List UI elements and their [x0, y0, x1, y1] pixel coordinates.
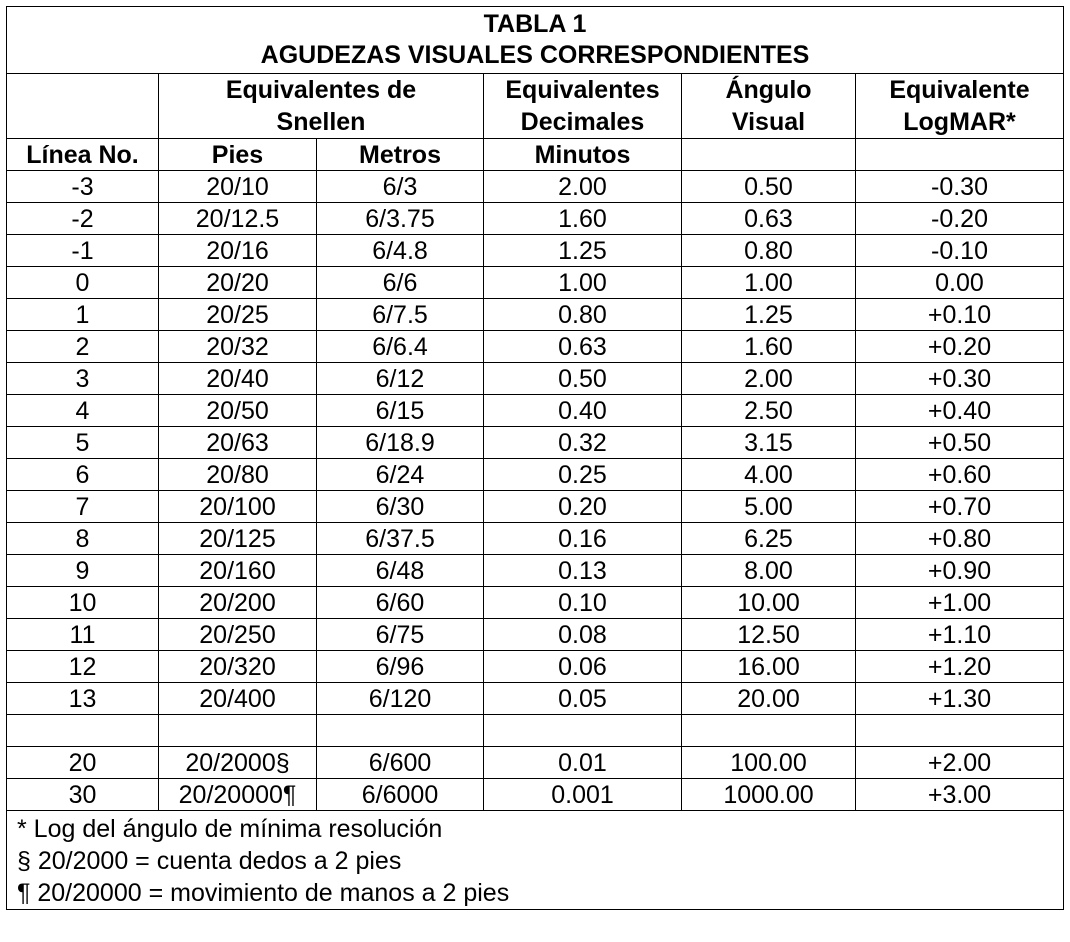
- cell-meters: 6/600: [317, 747, 484, 779]
- cell-angle: 1.25: [682, 299, 856, 331]
- cell-angle: 16.00: [682, 651, 856, 683]
- cell-line-no: [7, 715, 159, 747]
- cell-line-no: 0: [7, 267, 159, 299]
- table-row: [7, 651, 1064, 683]
- header-logmar-line2: LogMAR*: [903, 108, 1016, 136]
- cell-angle: 1000.00: [682, 779, 856, 811]
- cell-meters: 6/37.5: [317, 523, 484, 555]
- cell-angle: 0.50: [682, 171, 856, 203]
- cell-meters: [317, 715, 484, 747]
- cell-angle: 0.80: [682, 235, 856, 267]
- table-row: [7, 363, 1064, 395]
- header-row-1: [7, 74, 1064, 139]
- cell-meters: 6/48: [317, 555, 484, 587]
- cell-decimal: 0.32: [484, 427, 682, 459]
- cell-feet: 20/20: [159, 267, 317, 299]
- table-row: [7, 779, 1064, 811]
- cell-decimal: 0.25: [484, 459, 682, 491]
- cell-decimal: 0.63: [484, 331, 682, 363]
- cell-decimal: 0.10: [484, 587, 682, 619]
- cell-line-no: -2: [7, 203, 159, 235]
- cell-feet: 20/32: [159, 331, 317, 363]
- table-row: [7, 683, 1064, 715]
- header-decimal-line1: Equivalentes: [505, 76, 660, 104]
- cell-decimal: 0.08: [484, 619, 682, 651]
- table-row: [7, 715, 1064, 747]
- cell-logmar: +1.30: [856, 683, 1064, 715]
- table-row: [7, 171, 1064, 203]
- cell-line-no: 7: [7, 491, 159, 523]
- cell-meters: 6/12: [317, 363, 484, 395]
- header-snellen-line1: Equivalentes de: [225, 76, 417, 104]
- cell-logmar: +0.90: [856, 555, 1064, 587]
- cell-feet: 20/20000¶: [159, 779, 317, 811]
- cell-line-no: -1: [7, 235, 159, 267]
- table-row: [7, 299, 1064, 331]
- cell-angle: 0.63: [682, 203, 856, 235]
- header-feet: Pies: [159, 139, 317, 171]
- cell-logmar: +0.30: [856, 363, 1064, 395]
- cell-meters: 6/96: [317, 651, 484, 683]
- header-snellen-line2: Snellen: [276, 108, 366, 136]
- table-title-line1: TABLA 1: [483, 10, 587, 38]
- cell-feet: 20/12.5: [159, 203, 317, 235]
- header-decimal-line2: Decimales: [520, 108, 645, 136]
- cell-meters: 6/3.75: [317, 203, 484, 235]
- cell-decimal: 0.13: [484, 555, 682, 587]
- header-angle: [682, 74, 856, 139]
- cell-logmar: +0.60: [856, 459, 1064, 491]
- cell-decimal: 0.40: [484, 395, 682, 427]
- table-title-line2: AGUDEZAS VISUALES CORRESPONDIENTES: [260, 41, 810, 69]
- cell-decimal: 1.00: [484, 267, 682, 299]
- cell-angle: 3.15: [682, 427, 856, 459]
- table-row: [7, 459, 1064, 491]
- cell-decimal: 0.001: [484, 779, 682, 811]
- table-row: [7, 427, 1064, 459]
- cell-decimal: [484, 715, 682, 747]
- cell-logmar: +0.10: [856, 299, 1064, 331]
- cell-line-no: 9: [7, 555, 159, 587]
- cell-angle: 2.00: [682, 363, 856, 395]
- cell-meters: 6/60: [317, 587, 484, 619]
- cell-feet: 20/80: [159, 459, 317, 491]
- cell-logmar: +0.80: [856, 523, 1064, 555]
- cell-logmar: +0.50: [856, 427, 1064, 459]
- cell-feet: 20/160: [159, 555, 317, 587]
- cell-angle: 1.00: [682, 267, 856, 299]
- header-minutes: Minutos: [484, 139, 682, 171]
- footnote-hand-motion: ¶ 20/20000 = movimiento de manos a 2 pies: [17, 879, 510, 907]
- table-row: [7, 235, 1064, 267]
- cell-meters: 6/4.8: [317, 235, 484, 267]
- cell-meters: 6/24: [317, 459, 484, 491]
- cell-logmar: +1.00: [856, 587, 1064, 619]
- footnote-logmar: * Log del ángulo de mínima resolución: [17, 815, 443, 843]
- table-row: [7, 491, 1064, 523]
- cell-meters: 6/7.5: [317, 299, 484, 331]
- table-row: [7, 203, 1064, 235]
- cell-angle: 2.50: [682, 395, 856, 427]
- cell-line-no: 13: [7, 683, 159, 715]
- cell-feet: 20/50: [159, 395, 317, 427]
- cell-decimal: 0.20: [484, 491, 682, 523]
- header-snellen: [159, 74, 484, 139]
- cell-meters: 6/75: [317, 619, 484, 651]
- cell-angle: 6.25: [682, 523, 856, 555]
- cell-logmar: +2.00: [856, 747, 1064, 779]
- cell-feet: 20/200: [159, 587, 317, 619]
- cell-line-no: 5: [7, 427, 159, 459]
- cell-line-no: 4: [7, 395, 159, 427]
- table-title: [7, 7, 1064, 74]
- header-line-no: Línea No.: [7, 139, 159, 171]
- header-angle-empty: [682, 139, 856, 171]
- cell-angle: 1.60: [682, 331, 856, 363]
- cell-logmar: +0.70: [856, 491, 1064, 523]
- cell-meters: 6/6.4: [317, 331, 484, 363]
- visual-acuity-table: [6, 6, 1064, 910]
- cell-logmar: 0.00: [856, 267, 1064, 299]
- cell-line-no: 2: [7, 331, 159, 363]
- cell-angle: 12.50: [682, 619, 856, 651]
- header-empty-cell: [7, 74, 159, 139]
- cell-decimal: 0.16: [484, 523, 682, 555]
- cell-line-no: 20: [7, 747, 159, 779]
- cell-decimal: 2.00: [484, 171, 682, 203]
- cell-feet: 20/2000§: [159, 747, 317, 779]
- cell-logmar: +3.00: [856, 779, 1064, 811]
- cell-line-no: 1: [7, 299, 159, 331]
- cell-meters: 6/30: [317, 491, 484, 523]
- table-row: [7, 395, 1064, 427]
- cell-feet: 20/100: [159, 491, 317, 523]
- cell-logmar: +0.40: [856, 395, 1064, 427]
- table-row: [7, 267, 1064, 299]
- cell-line-no: 10: [7, 587, 159, 619]
- cell-meters: 6/120: [317, 683, 484, 715]
- table-row: [7, 555, 1064, 587]
- cell-meters: 6/6000: [317, 779, 484, 811]
- cell-line-no: 6: [7, 459, 159, 491]
- cell-logmar: -0.10: [856, 235, 1064, 267]
- header-row-2: [7, 139, 1064, 171]
- cell-feet: 20/400: [159, 683, 317, 715]
- header-angle-line1: Ángulo: [725, 76, 812, 104]
- cell-line-no: 3: [7, 363, 159, 395]
- header-logmar-line1: Equivalente: [889, 76, 1030, 104]
- table-row: [7, 331, 1064, 363]
- cell-decimal: 0.06: [484, 651, 682, 683]
- cell-feet: 20/40: [159, 363, 317, 395]
- header-meters: Metros: [317, 139, 484, 171]
- cell-angle: 10.00: [682, 587, 856, 619]
- cell-line-no: 8: [7, 523, 159, 555]
- cell-meters: 6/6: [317, 267, 484, 299]
- table-row: [7, 747, 1064, 779]
- cell-meters: 6/3: [317, 171, 484, 203]
- cell-meters: 6/18.9: [317, 427, 484, 459]
- cell-decimal: 1.60: [484, 203, 682, 235]
- cell-logmar: -0.30: [856, 171, 1064, 203]
- cell-decimal: 0.80: [484, 299, 682, 331]
- cell-angle: 4.00: [682, 459, 856, 491]
- cell-line-no: 30: [7, 779, 159, 811]
- cell-line-no: 11: [7, 619, 159, 651]
- cell-decimal: 0.50: [484, 363, 682, 395]
- cell-feet: 20/125: [159, 523, 317, 555]
- title-row: [7, 7, 1064, 74]
- cell-logmar: +1.20: [856, 651, 1064, 683]
- footnotes: [7, 811, 1064, 910]
- cell-decimal: 0.05: [484, 683, 682, 715]
- cell-feet: [159, 715, 317, 747]
- cell-feet: 20/16: [159, 235, 317, 267]
- cell-angle: 100.00: [682, 747, 856, 779]
- cell-line-no: 12: [7, 651, 159, 683]
- footnote-count-fingers: § 20/2000 = cuenta dedos a 2 pies: [17, 847, 402, 875]
- cell-decimal: 0.01: [484, 747, 682, 779]
- cell-decimal: 1.25: [484, 235, 682, 267]
- cell-feet: 20/250: [159, 619, 317, 651]
- cell-logmar: +1.10: [856, 619, 1064, 651]
- cell-logmar: [856, 715, 1064, 747]
- cell-feet: 20/25: [159, 299, 317, 331]
- table-row: [7, 619, 1064, 651]
- cell-logmar: +0.20: [856, 331, 1064, 363]
- header-angle-line2: Visual: [731, 108, 806, 136]
- cell-feet: 20/320: [159, 651, 317, 683]
- table-row: [7, 523, 1064, 555]
- document-page: [6, 6, 1063, 910]
- header-logmar-empty: [856, 139, 1064, 171]
- cell-angle: 20.00: [682, 683, 856, 715]
- cell-meters: 6/15: [317, 395, 484, 427]
- cell-line-no: -3: [7, 171, 159, 203]
- notes-row: [7, 811, 1064, 910]
- table-row: [7, 587, 1064, 619]
- cell-angle: 5.00: [682, 491, 856, 523]
- cell-angle: 8.00: [682, 555, 856, 587]
- cell-angle: [682, 715, 856, 747]
- cell-feet: 20/63: [159, 427, 317, 459]
- cell-logmar: -0.20: [856, 203, 1064, 235]
- header-logmar: [856, 74, 1064, 139]
- header-decimal: [484, 74, 682, 139]
- cell-feet: 20/10: [159, 171, 317, 203]
